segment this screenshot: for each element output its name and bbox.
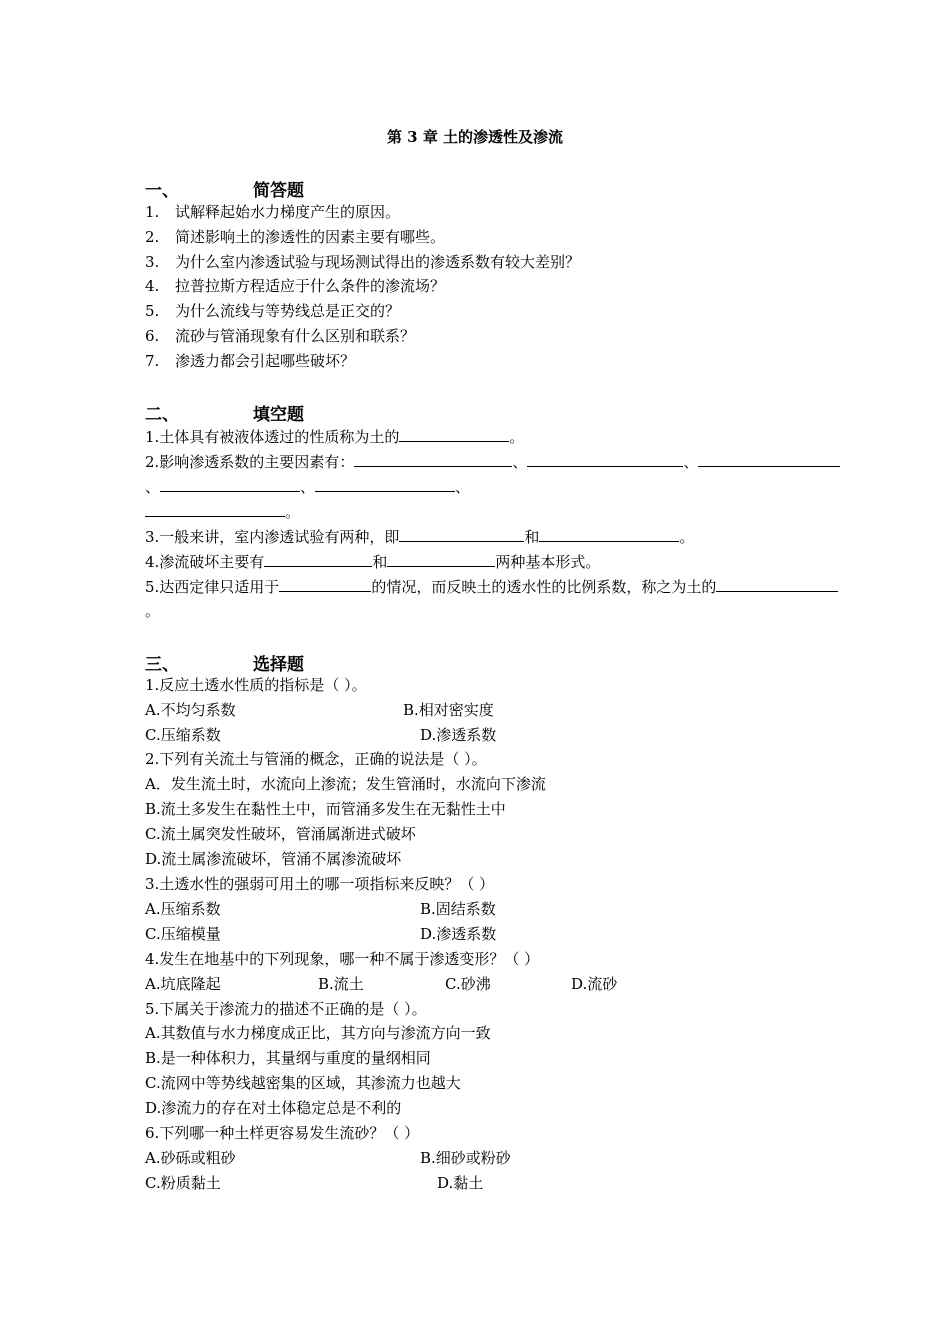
answer-blank[interactable] xyxy=(160,477,300,492)
answer-blank[interactable] xyxy=(399,527,524,542)
section-heading-choice xyxy=(145,650,304,675)
choice-option[interactable]: D.黏土 xyxy=(437,1174,484,1192)
question-text: 2.影响渗透系数的主要因素有： xyxy=(145,453,355,471)
question-text: 3.一般来讲，室内渗透试验有两种，即 xyxy=(145,528,400,546)
separator: 、 xyxy=(145,478,161,496)
choice-option[interactable]: D.流土属渗流破坏，管涌不属渗流破坏 xyxy=(145,850,402,868)
choice-question: 4.发生在地基中的下列现象，哪一种不属于渗透变形？（ ） xyxy=(145,950,540,968)
choice-option[interactable]: A.砂砾或粗砂 xyxy=(145,1149,236,1167)
question-text: 。 xyxy=(285,503,301,521)
choice-question: 6.下列哪一种土样更容易发生流砂？（ ） xyxy=(145,1124,420,1142)
answer-blank[interactable] xyxy=(264,552,372,567)
item-number: 3. xyxy=(145,253,160,271)
question-text: 两种基本形式。 xyxy=(495,553,601,571)
fill-question-2-end xyxy=(145,502,300,521)
choice-option[interactable]: A.坑底隆起 xyxy=(145,975,221,993)
answer-blank[interactable] xyxy=(716,577,838,592)
fill-question-5-end xyxy=(145,602,160,620)
question-text: 。 xyxy=(509,428,525,446)
answer-blank[interactable] xyxy=(279,577,371,592)
choice-option[interactable]: C.压缩系数 xyxy=(145,726,221,744)
section-name: 选择题 xyxy=(253,655,304,675)
item-number: 1. xyxy=(145,203,160,221)
choice-option[interactable]: A．发生流土时，水流向上渗流；发生管涌时，水流向下渗流 xyxy=(145,775,546,793)
separator: 、 xyxy=(683,453,699,471)
item-number: 6. xyxy=(145,327,160,345)
answer-blank[interactable] xyxy=(399,427,509,442)
question-text: 。 xyxy=(679,528,695,546)
fill-question-3 xyxy=(145,527,694,546)
item-text: 试解释起始水力梯度产生的原因。 xyxy=(175,203,401,221)
question-text: 1.土体具有被液体透过的性质称为土的 xyxy=(145,428,400,446)
choice-question: 3.土透水性的强弱可用土的哪一项指标来反映？（ ） xyxy=(145,875,495,893)
question-text: 5.达西定律只适用于 xyxy=(145,578,280,596)
choice-option[interactable]: B.细砂或粉砂 xyxy=(420,1149,511,1167)
choice-option[interactable]: B.流土 xyxy=(318,975,364,993)
choice-option[interactable]: A.压缩系数 xyxy=(145,900,221,918)
short-answer-item xyxy=(145,327,415,345)
choice-option[interactable]: D.渗透系数 xyxy=(420,726,497,744)
choice-option[interactable]: B.是一种体积力，其量纲与重度的量纲相同 xyxy=(145,1049,431,1067)
separator: 、 xyxy=(300,478,316,496)
choice-question: 1.反应土透水性质的指标是（ ）。 xyxy=(145,676,367,694)
separator: 、 xyxy=(455,478,471,496)
answer-blank[interactable] xyxy=(145,502,285,517)
section-number: 三、 xyxy=(145,655,179,675)
question-text: 和 xyxy=(524,528,540,546)
choice-option[interactable]: C.砂沸 xyxy=(445,975,491,993)
fill-question-2 xyxy=(145,452,840,471)
answer-blank[interactable] xyxy=(315,477,455,492)
section-name: 简答题 xyxy=(253,181,304,201)
section-number: 一、 xyxy=(145,181,179,201)
choice-option[interactable]: C.流土属突发性破坏，管涌属渐进式破坏 xyxy=(145,825,416,843)
separator: 、 xyxy=(512,453,528,471)
short-answer-item xyxy=(145,203,400,221)
section-name: 填空题 xyxy=(253,405,304,425)
chapter-title: 第 3 章 土的渗透性及渗流 xyxy=(386,128,564,146)
choice-option[interactable]: D.流砂 xyxy=(571,975,618,993)
question-text: 的情况，而反映土的透水性的比例系数，称之为土的 xyxy=(371,578,717,596)
fill-question-2-cont xyxy=(145,477,470,496)
fill-question-1 xyxy=(145,427,524,446)
item-number: 5. xyxy=(145,302,160,320)
choice-option[interactable]: D.渗透系数 xyxy=(420,925,497,943)
answer-blank[interactable] xyxy=(527,452,683,467)
item-number: 4. xyxy=(145,277,160,295)
item-text: 为什么流线与等势线总是正交的？ xyxy=(175,302,401,320)
item-number: 7. xyxy=(145,352,160,370)
choice-option[interactable]: B.相对密实度 xyxy=(403,701,494,719)
short-answer-item xyxy=(145,352,355,370)
section-heading-short-answer xyxy=(145,176,304,201)
item-text: 为什么室内渗透试验与现场测试得出的渗透系数有较大差别？ xyxy=(175,253,581,271)
choice-option[interactable]: D.渗流力的存在对土体稳定总是不利的 xyxy=(145,1099,402,1117)
choice-option[interactable]: C.流网中等势线越密集的区域，其渗流力也越大 xyxy=(145,1074,461,1092)
section-heading-fill-in xyxy=(145,400,304,425)
short-answer-item xyxy=(145,277,445,295)
item-text: 拉普拉斯方程适应于什么条件的渗流场？ xyxy=(175,277,446,295)
answer-blank[interactable] xyxy=(387,552,495,567)
fill-question-4 xyxy=(145,552,600,571)
item-text: 渗透力都会引起哪些破坏？ xyxy=(175,352,356,370)
choice-option[interactable]: A.不均匀系数 xyxy=(145,701,236,719)
answer-blank[interactable] xyxy=(698,452,840,467)
item-text: 简述影响土的渗透性的因素主要有哪些。 xyxy=(175,228,446,246)
choice-option[interactable]: A.其数值与水力梯度成正比，其方向与渗流方向一致 xyxy=(145,1024,491,1042)
short-answer-item xyxy=(145,253,580,271)
short-answer-item xyxy=(145,228,445,246)
answer-blank[interactable] xyxy=(354,452,512,467)
choice-option[interactable]: C.粉质黏土 xyxy=(145,1174,221,1192)
choice-option[interactable]: B.流土多发生在黏性土中，而管涌多发生在无黏性土中 xyxy=(145,800,506,818)
item-number: 2. xyxy=(145,228,160,246)
item-text: 流砂与管涌现象有什么区别和联系？ xyxy=(175,327,416,345)
choice-option[interactable]: C.压缩模量 xyxy=(145,925,221,943)
answer-blank[interactable] xyxy=(539,527,679,542)
question-text: 。 xyxy=(145,602,161,620)
choice-question: 5.下属关于渗流力的描述不正确的是（ ）。 xyxy=(145,1000,427,1018)
choice-option[interactable]: B.固结系数 xyxy=(420,900,496,918)
choice-question: 2.下列有关流土与管涌的概念，正确的说法是（ ）。 xyxy=(145,750,487,768)
fill-question-5 xyxy=(145,577,838,596)
section-number: 二、 xyxy=(145,405,179,425)
question-text: 和 xyxy=(372,553,388,571)
question-text: 4.渗流破坏主要有 xyxy=(145,553,265,571)
short-answer-item xyxy=(145,302,400,320)
